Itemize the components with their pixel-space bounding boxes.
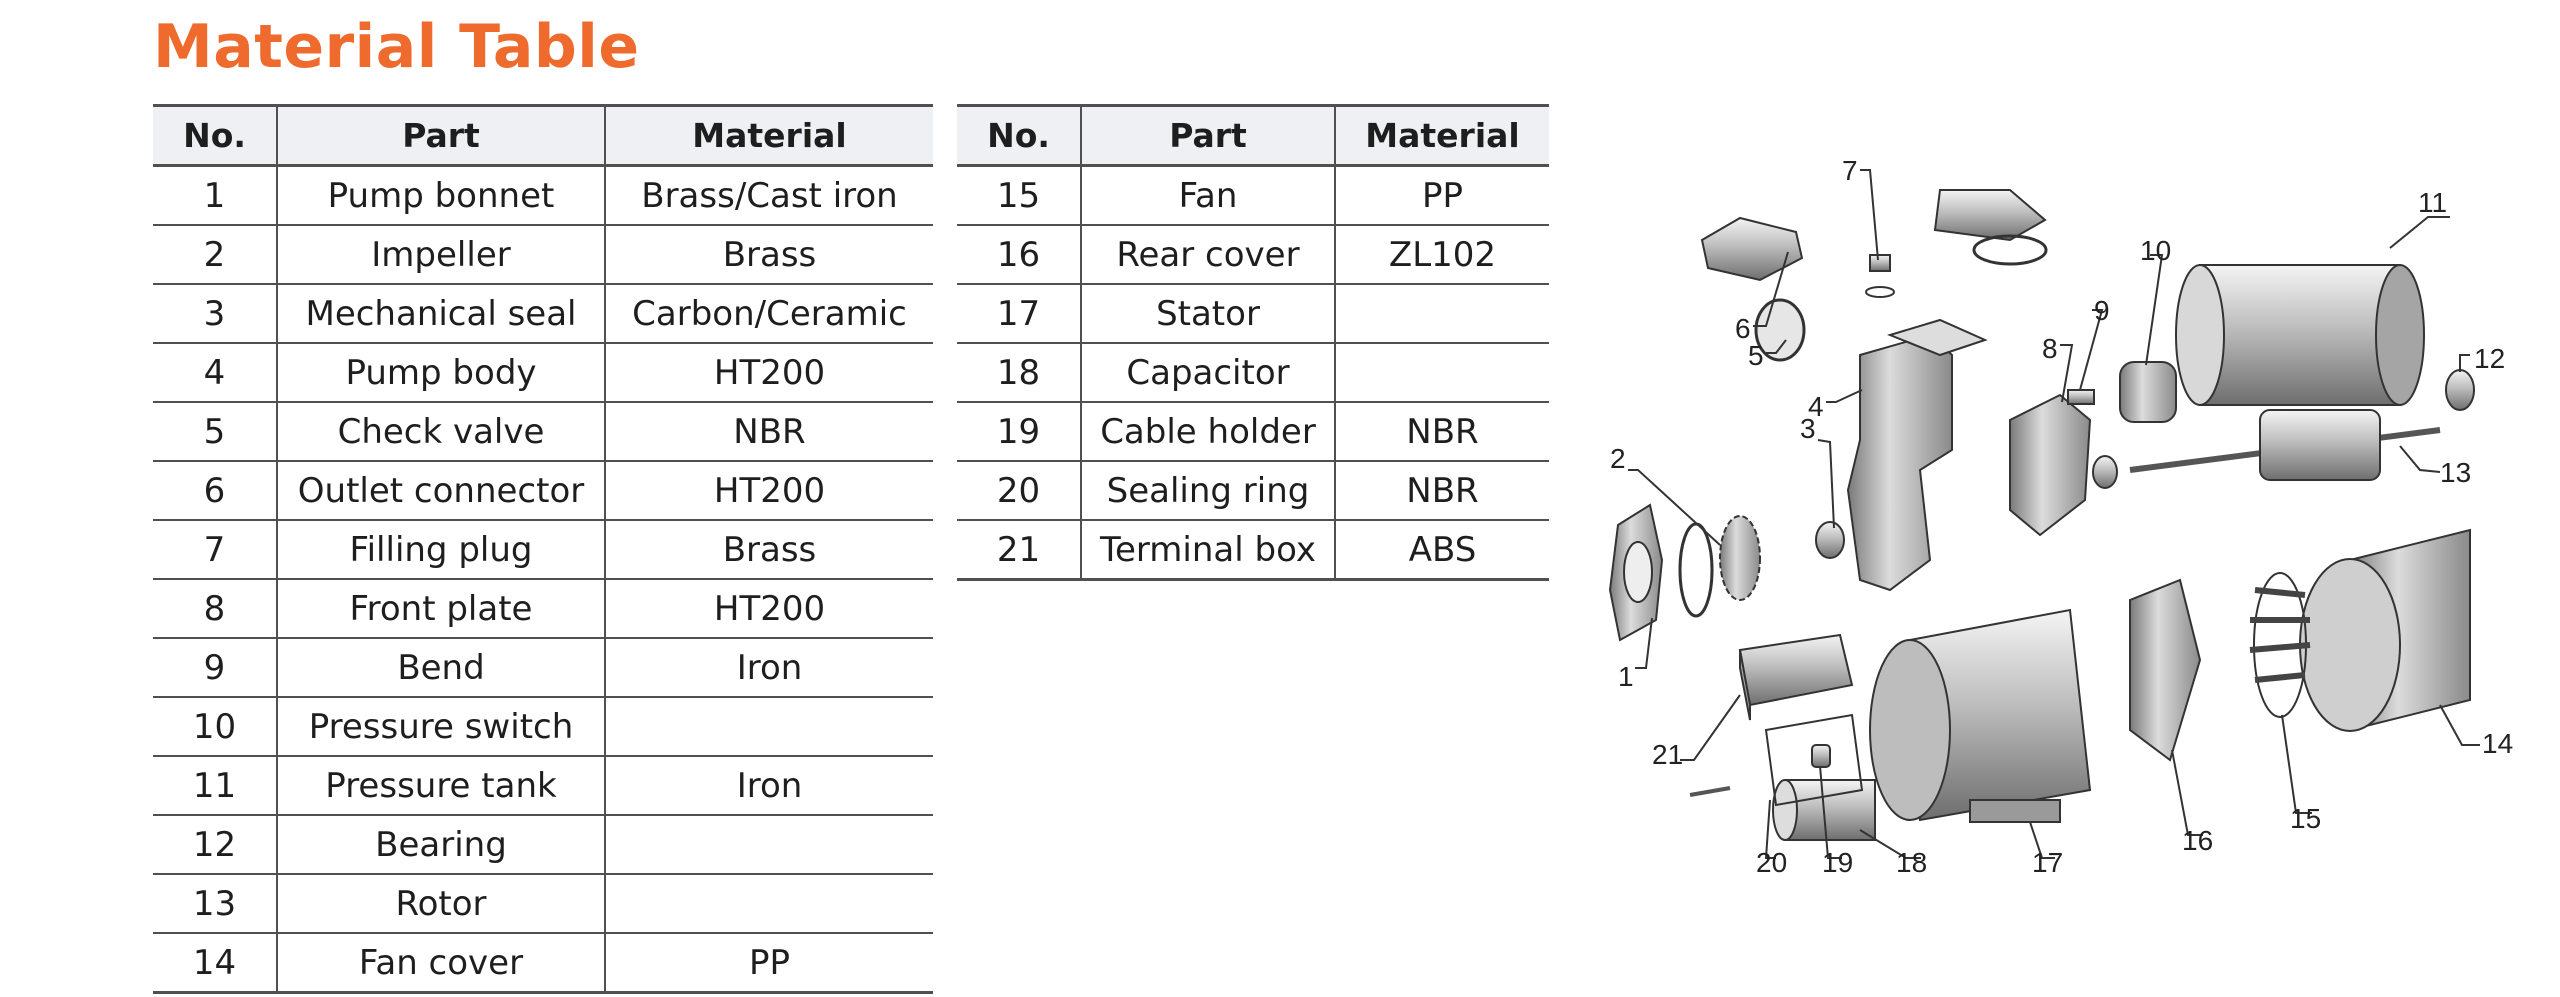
cell-material: HT200 <box>605 343 933 402</box>
cell-no: 18 <box>957 343 1081 402</box>
cell-no: 11 <box>153 756 277 815</box>
exploded-pump-diagram <box>1590 140 2550 900</box>
cell-material: ZL102 <box>1335 225 1549 284</box>
cell-part: Front plate <box>277 579 605 638</box>
cell-no: 14 <box>153 933 277 993</box>
table-row <box>153 933 933 993</box>
cell-no: 5 <box>153 402 277 461</box>
part-pump-bonnet-shape <box>1610 505 1662 640</box>
cell-material: HT200 <box>605 579 933 638</box>
diagram-label-7: 7 <box>1842 155 1858 186</box>
diagram-label-6: 6 <box>1735 313 1751 344</box>
cell-part: Stator <box>1081 284 1335 343</box>
diagram-label-17: 17 <box>2032 847 2064 878</box>
cell-part: Rotor <box>277 874 605 933</box>
cell-material: Iron <box>605 756 933 815</box>
part-pressure-switch-shape <box>2120 362 2176 422</box>
diagram-label-20: 20 <box>1756 847 1788 878</box>
cell-material <box>1335 343 1549 402</box>
cell-material: HT200 <box>605 461 933 520</box>
diagram-label-9: 9 <box>2094 295 2110 326</box>
diagram-label-5: 5 <box>1748 340 1764 371</box>
cell-material: NBR <box>1335 461 1549 520</box>
table-row <box>153 284 933 343</box>
table-row <box>153 461 933 520</box>
header-part: Part <box>277 106 605 166</box>
cell-no: 12 <box>153 815 277 874</box>
table-row <box>153 697 933 756</box>
cell-no: 19 <box>957 402 1081 461</box>
part-bearing-shape <box>2446 370 2474 410</box>
cell-no: 10 <box>153 697 277 756</box>
table-row <box>153 520 933 579</box>
table-row <box>153 638 933 697</box>
diagram-label-4: 4 <box>1808 391 1824 422</box>
diagram-label-12: 12 <box>2474 343 2506 374</box>
table-row <box>957 461 1549 520</box>
cell-part: Capacitor <box>1081 343 1335 402</box>
cell-material: Iron <box>605 638 933 697</box>
diagram-label-14: 14 <box>2482 728 2514 759</box>
table-header-row <box>957 106 1549 166</box>
diagram-label-10: 10 <box>2140 235 2172 266</box>
table-row <box>153 815 933 874</box>
cell-no: 17 <box>957 284 1081 343</box>
cell-no: 21 <box>957 520 1081 580</box>
part-filling-plug-shape <box>1866 255 1894 297</box>
cell-no: 4 <box>153 343 277 402</box>
part-fan-cover-shape <box>2300 530 2470 731</box>
header-material: Material <box>605 106 933 166</box>
diagram-label-2: 2 <box>1610 443 1626 474</box>
cell-material <box>1335 284 1549 343</box>
table-row <box>153 166 933 226</box>
part-pump-body-shape <box>1848 320 1985 590</box>
cell-material: Carbon/Ceramic <box>605 284 933 343</box>
cell-material: Brass <box>605 520 933 579</box>
table-row <box>153 756 933 815</box>
table-row <box>153 225 933 284</box>
cell-part: Fan cover <box>277 933 605 993</box>
cell-no: 8 <box>153 579 277 638</box>
cell-no: 7 <box>153 520 277 579</box>
cell-material: Brass <box>605 225 933 284</box>
cell-part: Filling plug <box>277 520 605 579</box>
cell-material: PP <box>1335 166 1549 226</box>
cell-part: Pressure tank <box>277 756 605 815</box>
table-row <box>957 402 1549 461</box>
table-header-row <box>153 106 933 166</box>
cell-material: ABS <box>1335 520 1549 580</box>
page-title: Material Table <box>153 12 640 82</box>
diagram-label-13: 13 <box>2440 457 2472 488</box>
table-row <box>957 520 1549 580</box>
cell-material: NBR <box>605 402 933 461</box>
part-fan-shape <box>2250 573 2310 717</box>
table-row <box>957 225 1549 284</box>
table-row <box>153 343 933 402</box>
cell-no: 9 <box>153 638 277 697</box>
cell-part: Pump body <box>277 343 605 402</box>
diagram-label-16: 16 <box>2182 825 2214 856</box>
cell-no: 6 <box>153 461 277 520</box>
cell-material <box>605 815 933 874</box>
header-no: No. <box>957 106 1081 166</box>
cell-material: NBR <box>1335 402 1549 461</box>
cell-material <box>605 874 933 933</box>
table-row <box>153 402 933 461</box>
cell-no: 3 <box>153 284 277 343</box>
cell-part: Bearing <box>277 815 605 874</box>
cell-no: 2 <box>153 225 277 284</box>
table-row <box>153 579 933 638</box>
cell-material: PP <box>605 933 933 993</box>
cell-part: Terminal box <box>1081 520 1335 580</box>
part-pressure-tank-shape <box>2176 265 2424 405</box>
cell-part: Sealing ring <box>1081 461 1335 520</box>
diagram-label-21: 21 <box>1652 739 1684 770</box>
cell-part: Cable holder <box>1081 402 1335 461</box>
header-material: Material <box>1335 106 1549 166</box>
cell-part: Impeller <box>277 225 605 284</box>
cell-material <box>605 697 933 756</box>
part-outlet-connector-shape <box>1702 218 1802 280</box>
cell-part: Bend <box>277 638 605 697</box>
table-row <box>957 166 1549 226</box>
cell-no: 20 <box>957 461 1081 520</box>
part-upper-connector-shape <box>1935 190 2045 240</box>
part-stator-shape <box>1870 610 2090 822</box>
cell-no: 1 <box>153 166 277 226</box>
diagram-label-11: 11 <box>2418 187 2448 218</box>
material-table-right <box>957 104 1549 581</box>
material-table-left <box>153 104 933 994</box>
cell-part: Rear cover <box>1081 225 1335 284</box>
cell-part: Pump bonnet <box>277 166 605 226</box>
diagram-label-19: 19 <box>1822 847 1854 878</box>
table-row <box>957 343 1549 402</box>
cell-no: 13 <box>153 874 277 933</box>
diagram-label-1: 1 <box>1618 661 1634 692</box>
cell-part: Outlet connector <box>277 461 605 520</box>
part-cable-holder-shape <box>1812 745 1830 767</box>
diagram-label-18: 18 <box>1896 847 1928 878</box>
diagram-label-15: 15 <box>2290 803 2322 834</box>
table-row <box>153 874 933 933</box>
cell-part: Pressure switch <box>277 697 605 756</box>
cell-part: Check valve <box>277 402 605 461</box>
header-no: No. <box>153 106 277 166</box>
table-row <box>957 284 1549 343</box>
cell-part: Fan <box>1081 166 1335 226</box>
part-seal-shape <box>1816 522 1844 558</box>
diagram-label-8: 8 <box>2042 333 2058 364</box>
diagram-label-3: 3 <box>1800 413 1816 444</box>
part-bend-shape <box>2068 390 2094 404</box>
header-part: Part <box>1081 106 1335 166</box>
cell-part: Mechanical seal <box>277 284 605 343</box>
cell-no: 15 <box>957 166 1081 226</box>
cell-material: Brass/Cast iron <box>605 166 933 226</box>
part-rear-cover-shape <box>2130 580 2200 760</box>
part-impeller-shape <box>1680 516 1760 616</box>
cell-no: 16 <box>957 225 1081 284</box>
part-front-plate-shape <box>2010 395 2090 535</box>
